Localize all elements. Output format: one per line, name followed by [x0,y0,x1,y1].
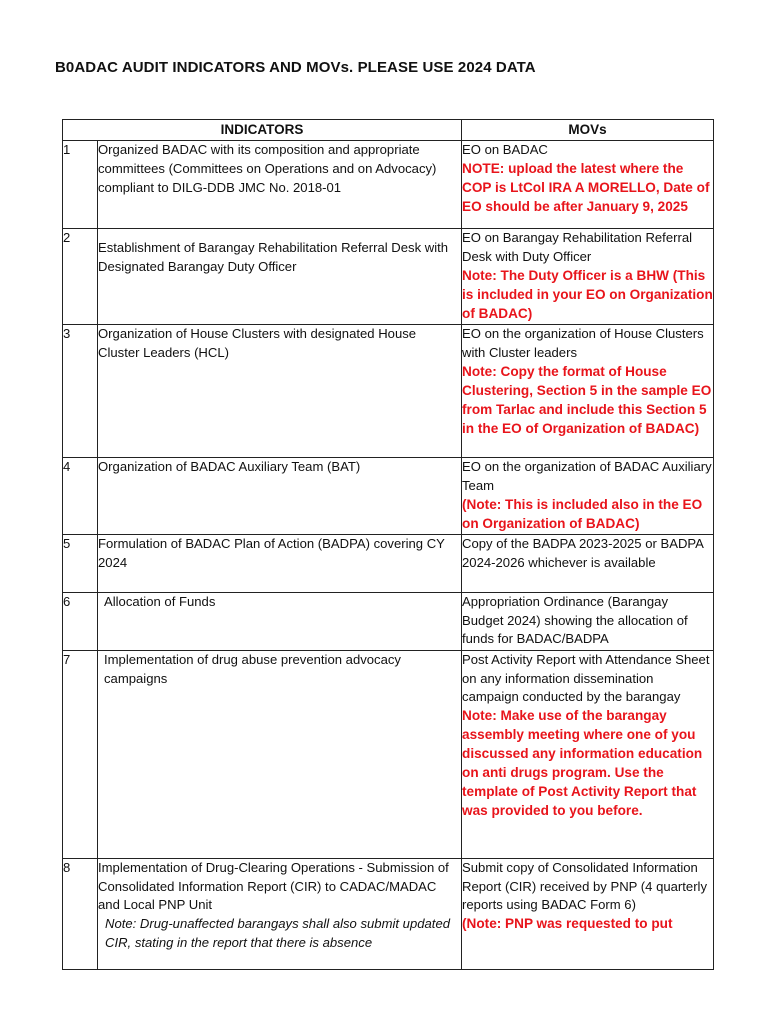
row-number: 4 [63,458,98,535]
mov-note: (Note: PNP was requested to put [462,916,673,932]
table-row [63,141,714,229]
mov-note: Note: Copy the format of House Clustering, Section 5 in the sample EO from Tarlac and include this Section 5 in the EO of Organization of BADAC) [462,363,712,436]
indicator-cell [98,858,462,969]
row-number: 6 [63,592,98,650]
mov-text: EO on BADAC [462,142,548,157]
mov-cell [462,229,714,325]
table-row [63,458,714,535]
mov-cell [462,325,714,458]
row-number: 1 [63,141,98,229]
indicator-text: Establishment of Barangay Rehabilitation Referral Desk with Designated Barangay Duty Officer [98,240,449,274]
indicator-text: Allocation of Funds [98,592,462,650]
audit-table [62,119,714,970]
indicator-note: Note: Drug-unaffected barangays shall also submit updated CIR, stating in the report that there is absence [105,916,451,951]
table-row [63,534,714,592]
mov-text: Submit copy of Consolidated Information Report (CIR) received by PNP (4 quarterly reports using BADAC Form 6) [462,859,708,913]
mov-text: Post Activity Report with Attendance Sheet on any information dissemination campaign conducted by the barangay [462,651,710,705]
row-number: 2 [63,229,98,325]
mov-cell [462,141,714,229]
mov-text: EO on the organization of House Clusters with Cluster leaders [462,326,704,360]
mov-cell [462,650,714,858]
mov-note: Note: Make use of the barangay assembly meeting where one of you discussed any information education on anti drugs program. Use the template of Post Activity Report that was provided to you before. [462,708,703,818]
table-header-row [63,120,714,141]
table-row [63,858,714,969]
row-number: 3 [63,325,98,458]
indicator-text: Organized BADAC with its composition and appropriate committees (Committees on Operations and on Advocacy) compliant to DILG-DDB JMC No. 2018-01 [98,141,462,229]
mov-text: Copy of the BADPA 2023-2025 or BADPA 2024-2026 whichever is available [462,534,714,592]
indicators-header: INDICATORS [63,120,462,141]
table-row [63,229,714,325]
row-number: 8 [63,858,98,969]
mov-note: NOTE: upload the latest where the COP is LtCol IRA A MORELLO, Date of EO should be after January 9, 2025 [462,160,710,214]
mov-note: (Note: This is included also in the EO on Organization of BADAC) [462,496,703,531]
indicator-cell [98,229,462,325]
row-number: 5 [63,534,98,592]
indicator-text: Implementation of Drug-Clearing Operations - Submission of Consolidated Information Report (CIR) to CADAC/MADAC and Local PNP Unit [98,859,449,913]
row-number: 7 [63,650,98,858]
document-title: B0ADAC AUDIT INDICATORS AND MOVs. PLEASE USE 2024 DATA [55,59,536,76]
mov-text: EO on Barangay Rehabilitation Referral Desk with Duty Officer [462,230,693,264]
table-row [63,650,714,858]
mov-cell [462,858,714,969]
indicator-text: Formulation of BADAC Plan of Action (BADPA) covering CY 2024 [98,534,462,592]
mov-text: EO on the organization of BADAC Auxiliary Team [462,459,712,493]
movs-header: MOVs [462,120,714,141]
indicator-text: Implementation of drug abuse prevention advocacy campaigns [98,650,462,858]
mov-note: Note: The Duty Officer is a BHW (This is included in your EO on Organization of BADAC) [462,267,713,321]
table-row [63,592,714,650]
indicator-text: Organization of BADAC Auxiliary Team (BAT) [98,458,462,535]
table-row [63,325,714,458]
mov-text: Appropriation Ordinance (Barangay Budget 2024) showing the allocation of funds for BADAC/BADPA [462,592,714,650]
mov-cell [462,458,714,535]
indicator-text: Organization of House Clusters with designated House Cluster Leaders (HCL) [98,325,462,458]
